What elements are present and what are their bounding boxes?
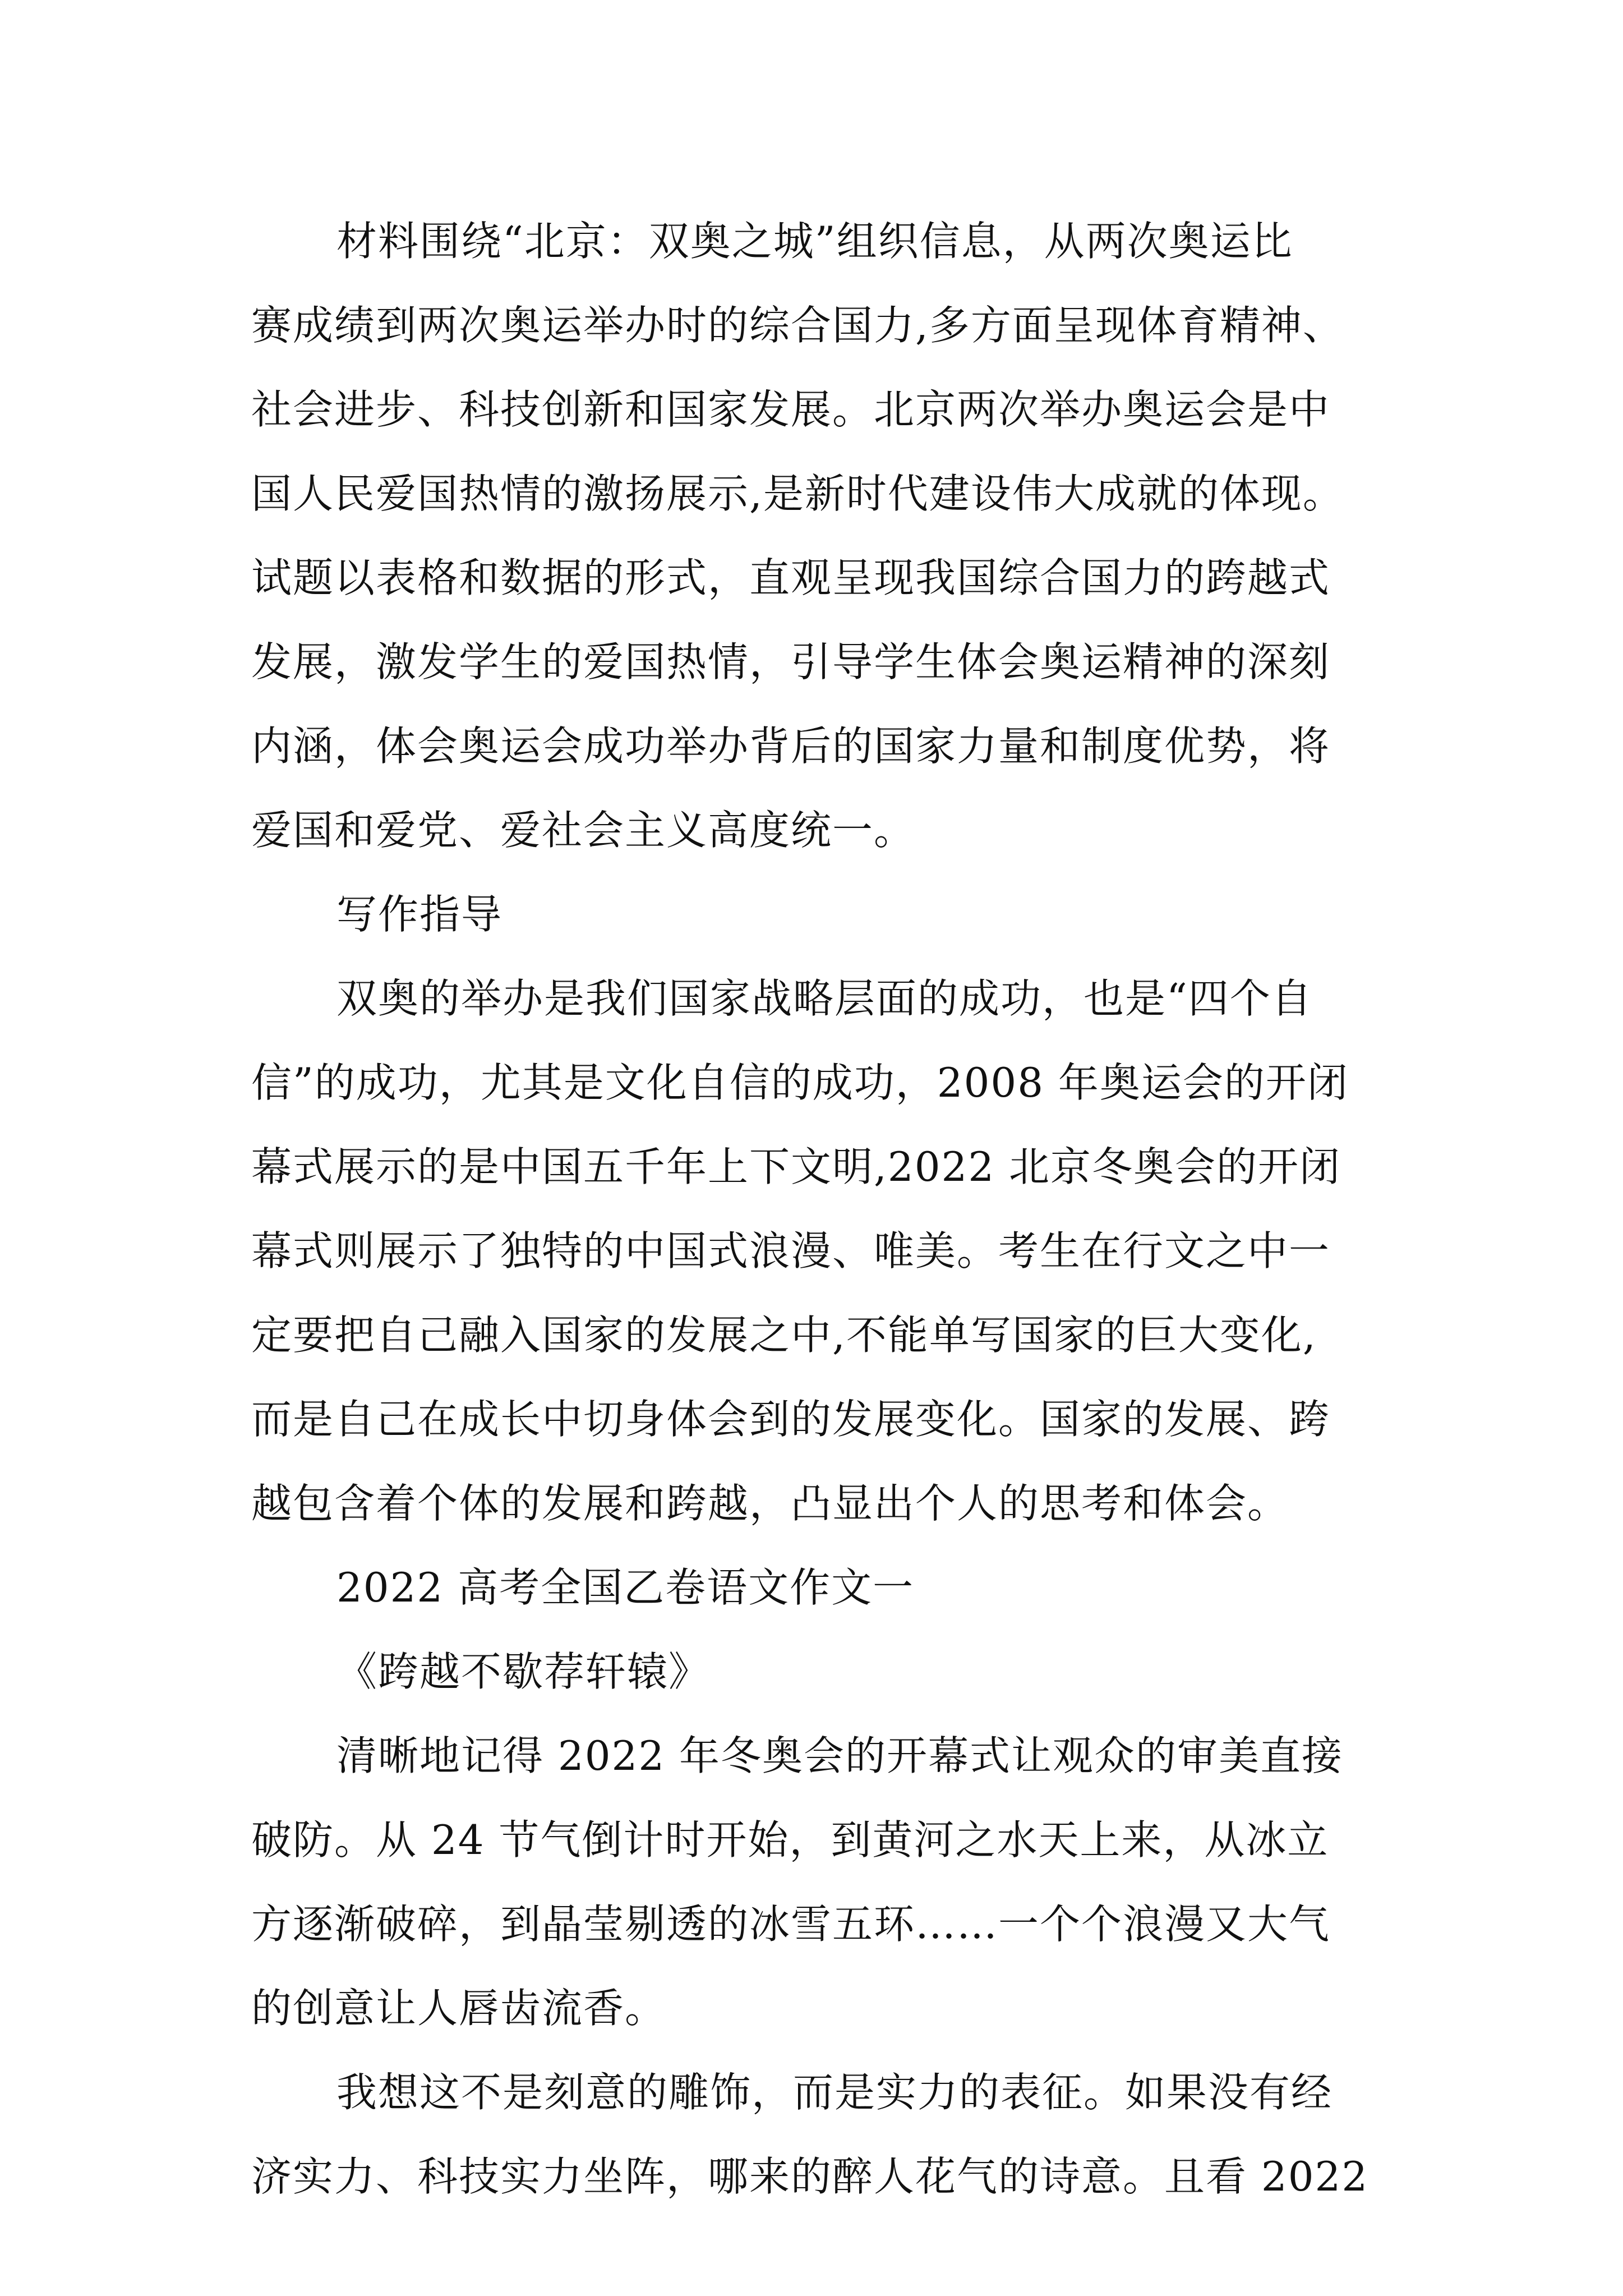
text-line-19: 清晰地记得 2022 年冬奥会的开幕式让观众的审美直接 bbox=[336, 1732, 1344, 1779]
text-line-3: 社会进步、科技创新和国家发展。北京两次举办奥运会是中 bbox=[251, 386, 1331, 433]
section-heading-writing-guide: 写作指导 bbox=[336, 891, 503, 938]
text-line-16: 越包含着个体的发展和跨越，凸显出个人的思考和体会。 bbox=[251, 1480, 1289, 1527]
text-line-5: 试题以表格和数据的形式，直观呈现我国综合国力的跨越式 bbox=[251, 554, 1331, 601]
essay-series-heading: 2022 高考全国乙卷语文作文一 bbox=[336, 1564, 915, 1611]
text-line-13: 幕式则展示了独特的中国式浪漫、唯美。考生在行文之中一 bbox=[251, 1227, 1331, 1274]
text-line-21: 方逐渐破碎，到晶莹剔透的冰雪五环……一个个浪漫又大气 bbox=[251, 1901, 1331, 1948]
text-line-20: 破防。从 24 节气倒计时开始，到黄河之水天上来，从冰立 bbox=[251, 1816, 1329, 1864]
text-line-10: 双奥的举办是我们国家战略层面的成功，也是“四个自 bbox=[336, 975, 1313, 1022]
text-line-1: 材料围绕“北京：双奥之城”组织信息，从两次奥运比 bbox=[336, 218, 1293, 265]
text-line-22: 的创意让人唇齿流香。 bbox=[251, 1985, 667, 2032]
essay-title: 《跨越不歇荐轩辕》 bbox=[336, 1648, 711, 1695]
text-line-23: 我想这不是刻意的雕饰，而是实力的表征。如果没有经 bbox=[336, 2069, 1333, 2116]
text-line-4: 国人民爱国热情的激扬展示,是新时代建设伟大成就的体现。 bbox=[251, 470, 1344, 517]
text-line-11: 信”的成功，尤其是文化自信的成功，2008 年奥运会的开闭 bbox=[251, 1059, 1349, 1106]
text-line-12: 幕式展示的是中国五千年上下文明,2022 北京冬奥会的开闭 bbox=[251, 1143, 1341, 1190]
text-line-15: 而是自己在成长中切身体会到的发展变化。国家的发展、跨 bbox=[251, 1396, 1331, 1443]
text-line-24: 济实力、科技实力坐阵，哪来的醉人花气的诗意。且看 2022 bbox=[251, 2153, 1369, 2200]
text-line-8: 爱国和爱党、爱社会主义高度统一。 bbox=[251, 807, 916, 854]
text-line-6: 发展，激发学生的爱国热情，引导学生体会奥运精神的深刻 bbox=[251, 638, 1331, 685]
text-line-14: 定要把自己融入国家的发展之中,不能单写国家的巨大变化, bbox=[251, 1312, 1317, 1359]
text-line-2: 赛成绩到两次奥运举办时的综合国力,多方面呈现体育精神、 bbox=[251, 302, 1344, 349]
text-line-7: 内涵，体会奥运会成功举办背后的国家力量和制度优势，将 bbox=[251, 723, 1331, 770]
